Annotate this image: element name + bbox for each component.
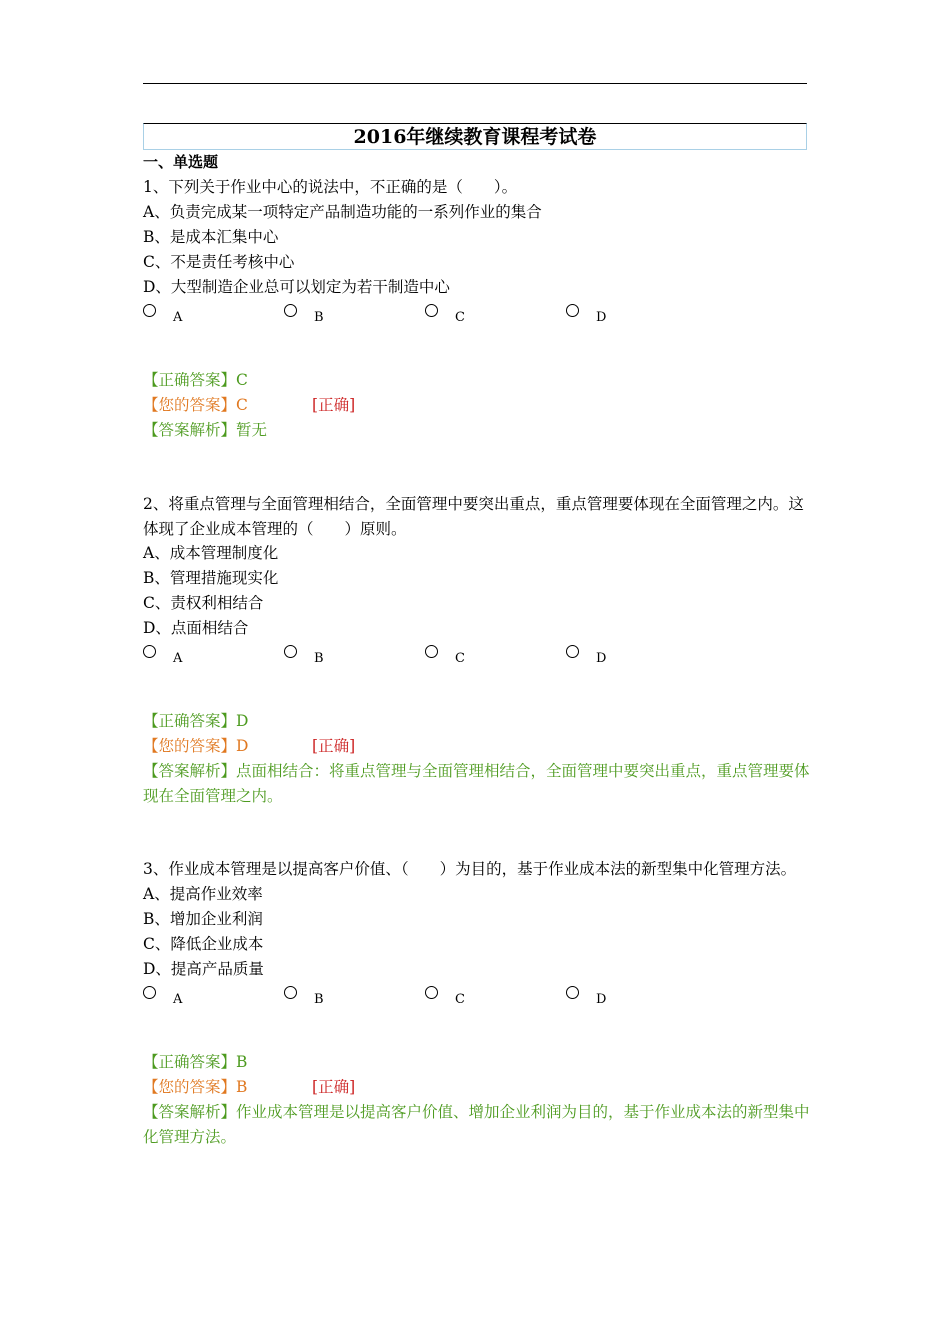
radio-label: B xyxy=(314,651,324,666)
radio-circle-icon xyxy=(284,304,297,317)
radio-circle-icon xyxy=(143,304,156,317)
correct-answer-label: 【正确答案】 xyxy=(143,1052,237,1071)
option-a: A、负责完成某一项特定产品制造功能的一系列作业的集合 xyxy=(143,202,542,221)
correct-answer-label: 【正确答案】 xyxy=(143,370,237,389)
radio-circle-icon xyxy=(284,986,297,999)
radio-circle-icon xyxy=(284,645,297,658)
correct-answer-value: D xyxy=(236,712,249,730)
radio-group xyxy=(143,986,813,1018)
your-answer-value: D xyxy=(236,737,249,755)
radio-label: D xyxy=(596,991,607,1007)
radio-label: B xyxy=(314,991,324,1007)
radio-c[interactable] xyxy=(425,986,545,1016)
analysis-line xyxy=(143,1100,813,1150)
your-answer-value: C xyxy=(236,395,248,414)
option-a: A、成本管理制度化 xyxy=(143,544,279,562)
radio-label: C xyxy=(455,651,465,666)
question-text: 3、作业成本管理是以提高客户价值、（ ）为目的，基于作业成本法的新型集中化管理方法。 xyxy=(143,860,797,878)
answer-block xyxy=(143,709,813,809)
correct-answer-value: B xyxy=(236,1052,248,1071)
analysis-line xyxy=(143,759,813,809)
radio-a[interactable] xyxy=(143,304,263,334)
radio-c[interactable] xyxy=(425,645,545,675)
option-c: C、降低企业成本 xyxy=(143,934,264,953)
analysis-text: 点面相结合：将重点管理与全面管理相结合，全面管理中要突出重点，重点管理要体现在全面管理之内。 xyxy=(143,762,810,805)
correct-answer-line xyxy=(143,1050,813,1075)
radio-d[interactable] xyxy=(566,304,686,334)
correct-answer-value: C xyxy=(236,370,248,389)
radio-d[interactable] xyxy=(566,645,686,675)
option-d: D、点面相结合 xyxy=(143,619,249,637)
radio-label: C xyxy=(455,991,465,1007)
radio-c[interactable] xyxy=(425,304,545,334)
radio-b[interactable] xyxy=(284,304,404,334)
radio-label: B xyxy=(314,309,324,325)
radio-circle-icon xyxy=(566,304,579,317)
your-answer-line xyxy=(143,393,813,418)
radio-b[interactable] xyxy=(284,986,404,1016)
analysis-text: 暂无 xyxy=(236,420,268,439)
analysis-label: 【答案解析】 xyxy=(143,1102,237,1121)
radio-group xyxy=(143,304,813,336)
radio-label: D xyxy=(596,309,607,325)
radio-circle-icon xyxy=(425,304,438,317)
option-a: A、提高作业效率 xyxy=(143,884,263,903)
option-d: D、提高产品质量 xyxy=(143,959,264,978)
your-answer-label: 【您的答案】 xyxy=(143,1077,237,1096)
answer-block xyxy=(143,368,813,443)
option-b: B、管理措施现实化 xyxy=(143,569,279,587)
radio-label: D xyxy=(596,651,607,666)
your-answer-value: B xyxy=(236,1077,248,1096)
correct-mark: [正确] xyxy=(312,737,356,755)
radio-a[interactable] xyxy=(143,645,263,675)
radio-b[interactable] xyxy=(284,645,404,675)
answer-block xyxy=(143,1050,813,1150)
your-answer-line xyxy=(143,1075,813,1100)
radio-a[interactable] xyxy=(143,986,263,1016)
correct-answer-label: 【正确答案】 xyxy=(143,712,237,730)
analysis-text: 作业成本管理是以提高客户价值、增加企业利润为目的，基于作业成本法的新型集中化管理方法。 xyxy=(143,1102,810,1146)
option-b: B、增加企业利润 xyxy=(143,909,263,928)
radio-label: A xyxy=(173,309,183,325)
correct-mark: [正确] xyxy=(312,395,356,414)
question-text: 1、下列关于作业中心的说法中，不正确的是（ ）。 xyxy=(143,178,518,196)
correct-answer-line xyxy=(143,709,813,734)
question-2 xyxy=(143,492,813,809)
radio-label: A xyxy=(173,651,183,666)
option-b: B、是成本汇集中心 xyxy=(143,227,279,246)
option-d: D、大型制造企业总可以划定为若干制造中心 xyxy=(143,277,450,296)
radio-circle-icon xyxy=(566,645,579,658)
analysis-label: 【答案解析】 xyxy=(143,420,237,439)
radio-circle-icon xyxy=(566,986,579,999)
question-3 xyxy=(143,857,813,1150)
correct-answer-line xyxy=(143,368,813,393)
question-text: 2、将重点管理与全面管理相结合，全面管理中要突出重点，重点管理要体现在全面管理之内。这体现了企业成本管理的（ ）原则。 xyxy=(143,495,804,538)
your-answer-label: 【您的答案】 xyxy=(143,737,237,755)
radio-circle-icon xyxy=(143,986,156,999)
correct-mark: [正确] xyxy=(312,1077,356,1096)
analysis-line xyxy=(143,418,813,443)
option-c: C、责权利相结合 xyxy=(143,594,264,612)
radio-circle-icon xyxy=(425,986,438,999)
your-answer-line xyxy=(143,734,813,759)
radio-label: C xyxy=(455,309,465,325)
question-1 xyxy=(143,175,813,443)
analysis-label: 【答案解析】 xyxy=(143,762,237,780)
radio-group xyxy=(143,645,813,677)
header-rule xyxy=(143,83,807,84)
radio-circle-icon xyxy=(143,645,156,658)
your-answer-label: 【您的答案】 xyxy=(143,395,237,414)
radio-circle-icon xyxy=(425,645,438,658)
radio-d[interactable] xyxy=(566,986,686,1016)
exam-title: 2016年继续教育课程考试卷 xyxy=(143,123,807,150)
section-heading: 一、单选题 xyxy=(143,153,219,171)
option-c: C、不是责任考核中心 xyxy=(143,252,295,271)
radio-label: A xyxy=(173,991,183,1007)
